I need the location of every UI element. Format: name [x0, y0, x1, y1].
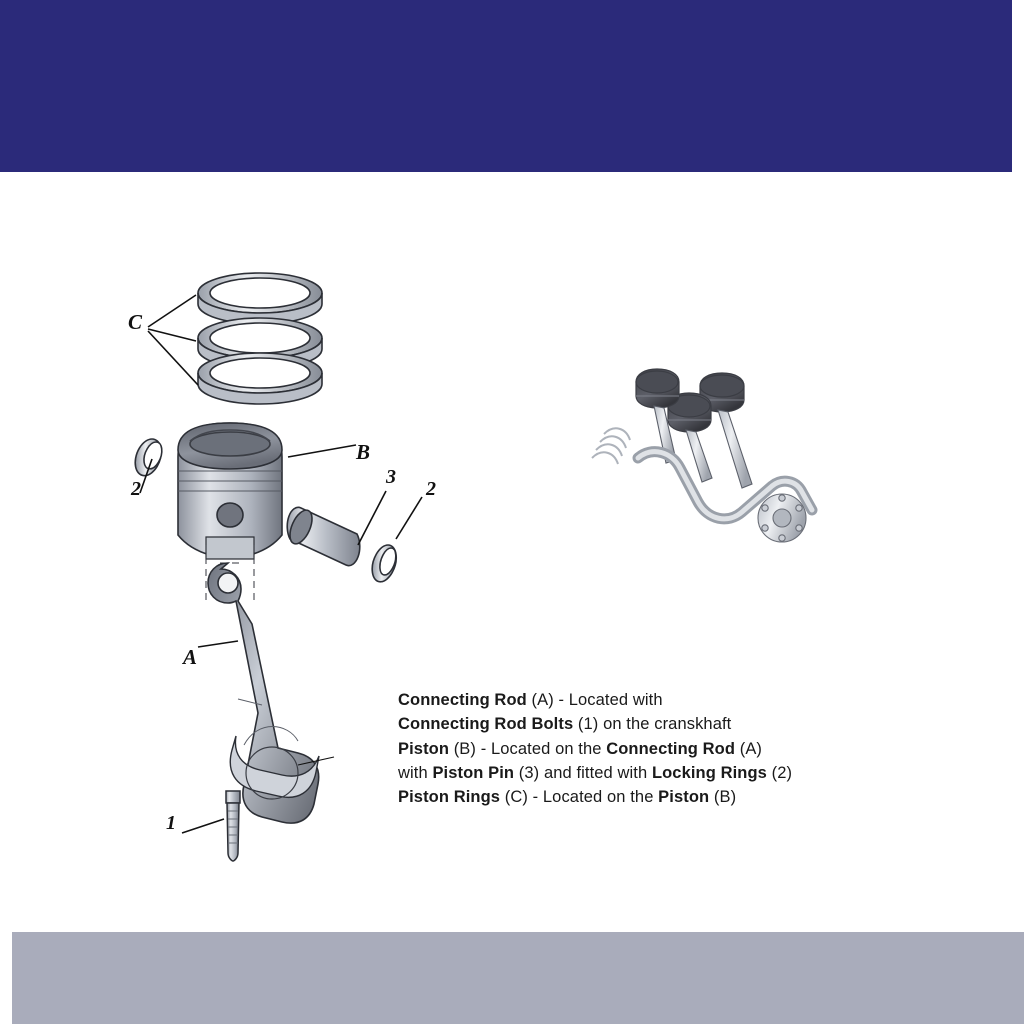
callout-2-left: 2	[131, 478, 141, 500]
callout-3: 3	[386, 466, 396, 488]
caption-text: (A) - Located with	[526, 691, 663, 709]
caption-text: (C) - Located on the	[500, 788, 659, 807]
callout-b: B	[356, 440, 371, 464]
callout-c: C	[128, 310, 143, 334]
part-locking-ring-right	[372, 545, 396, 582]
part-connecting-rod	[208, 563, 319, 823]
caption-line	[398, 737, 868, 761]
footer-band	[12, 932, 1024, 1024]
caption-term: Piston Pin	[432, 763, 515, 782]
leader-lines-right	[358, 491, 422, 545]
callout-1: 1	[166, 812, 176, 834]
header-band	[0, 0, 1012, 172]
caption-term: Connecting Rod	[398, 691, 527, 709]
leader-lines-c	[148, 295, 198, 385]
caption-text: (B) - Located on the	[449, 739, 607, 758]
caption-line	[398, 712, 868, 736]
left-white-edge	[0, 172, 12, 932]
caption-line	[398, 761, 868, 785]
caption-line	[398, 785, 868, 809]
caption-term: Piston	[658, 788, 710, 807]
caption-text: with	[398, 763, 433, 782]
part-piston	[178, 423, 282, 559]
caption-term: Connecting Rod Bolts	[398, 715, 574, 734]
part-piston-rings	[198, 273, 322, 404]
caption-term: Piston Rings	[398, 788, 501, 807]
caption-text: (A)	[735, 739, 763, 758]
leader-line-b	[288, 445, 356, 457]
assembly-crankshaft	[592, 428, 812, 542]
caption-term: Piston	[398, 739, 450, 758]
caption-text: (B)	[709, 788, 737, 807]
callout-a: A	[183, 645, 198, 669]
leader-line-a	[198, 641, 238, 647]
caption-text: (2)	[766, 763, 793, 782]
caption-text: (1) on the cranskhaft	[573, 715, 732, 734]
callout-2-right: 2	[426, 478, 436, 500]
parts-description	[398, 688, 868, 809]
caption-text: (3) and fitted with	[514, 763, 652, 782]
leader-line-1	[182, 819, 224, 833]
caption-line	[398, 688, 868, 712]
part-connecting-rod-bolt	[226, 791, 240, 861]
caption-term: Connecting Rod	[606, 739, 736, 758]
caption-term: Locking Rings	[651, 763, 767, 782]
crank-assembly-illustration	[580, 350, 840, 600]
part-piston-pin	[285, 507, 359, 566]
